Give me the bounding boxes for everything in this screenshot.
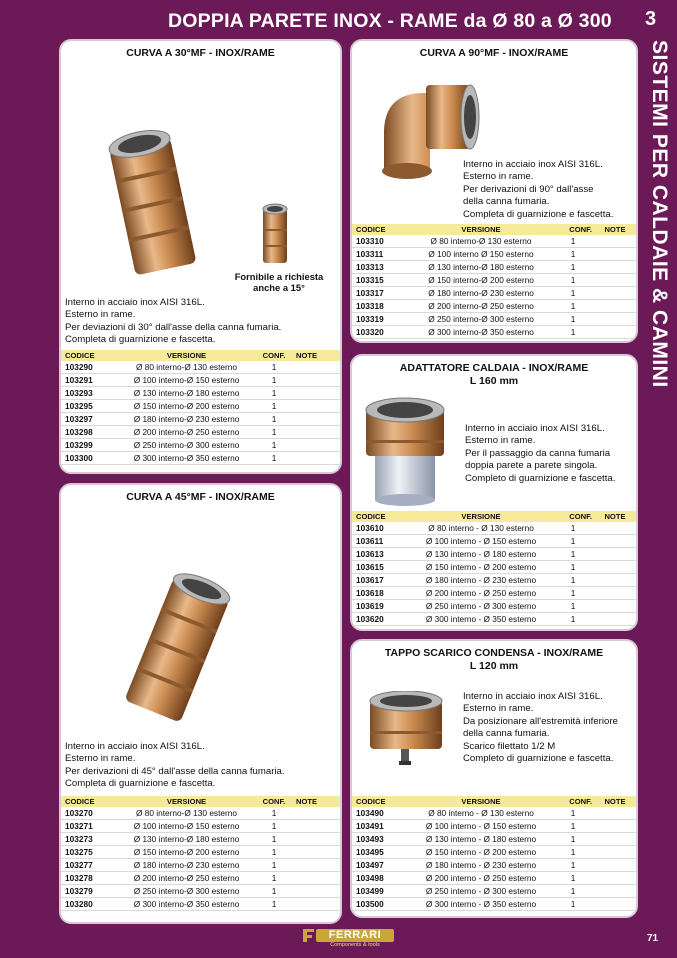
table-row xyxy=(61,897,340,910)
product-conf: 1 xyxy=(254,361,294,374)
product-title xyxy=(352,647,636,673)
product-version: Ø 200 interno-Ø 250 esterno xyxy=(119,425,254,438)
product-note xyxy=(594,522,636,535)
product-version: Ø 80 interno - Ø 130 esterno xyxy=(410,522,552,535)
product-note xyxy=(294,833,340,846)
product-note xyxy=(294,425,340,438)
product-note xyxy=(594,574,636,587)
product-code: 103497 xyxy=(352,859,410,872)
product-title: CURVA A 90°MF - INOX/RAME xyxy=(419,47,569,59)
product-conf: 1 xyxy=(254,400,294,413)
product-card-tappo xyxy=(350,639,638,918)
desc-line: Scarico filettato 1/2 M xyxy=(463,740,556,752)
product-conf: 1 xyxy=(552,897,594,910)
product-conf: 1 xyxy=(552,612,594,625)
product-note xyxy=(294,361,340,374)
product-code: 103273 xyxy=(61,833,119,846)
product-version: Ø 200 interno - Ø 250 esterno xyxy=(410,871,552,884)
product-version: Ø 100 interno - Ø 150 esterno xyxy=(410,535,552,548)
title-line: ADATTATORE CALDAIA - INOX/RAME xyxy=(399,362,589,374)
product-code: 103319 xyxy=(352,312,410,325)
table-row xyxy=(61,820,340,833)
subtitle-line: L 120 mm xyxy=(469,660,519,672)
product-version: Ø 250 interno-Ø 300 esterno xyxy=(119,438,254,451)
product-version: Ø 80 interno - Ø 130 esterno xyxy=(410,807,552,820)
col-note: NOTE xyxy=(594,796,636,807)
table-row xyxy=(352,287,636,300)
product-code: 103299 xyxy=(61,438,119,451)
product-card-curva-45 xyxy=(59,483,342,924)
product-conf: 1 xyxy=(254,884,294,897)
product-version: Ø 300 interno - Ø 350 esterno xyxy=(410,612,552,625)
product-version: Ø 80 interno-Ø 130 esterno xyxy=(119,361,254,374)
desc-line: Completa di guarnizione e fascetta. xyxy=(65,334,216,346)
col-version: VERSIONE xyxy=(119,350,254,361)
product-code: 103278 xyxy=(61,871,119,884)
product-note xyxy=(294,807,340,820)
product-code: 103617 xyxy=(352,574,410,587)
table-row xyxy=(352,274,636,287)
product-conf: 1 xyxy=(552,871,594,884)
desc-line: Interno in acciaio inox AISI 316L. xyxy=(463,159,603,170)
adapter-image xyxy=(360,396,450,506)
col-version: VERSIONE xyxy=(410,796,552,807)
desc-line: Esterno in rame. xyxy=(65,753,136,765)
col-code: CODICE xyxy=(352,224,410,235)
product-note xyxy=(294,859,340,872)
col-conf: CONF. xyxy=(552,224,594,235)
product-code: 103320 xyxy=(352,325,410,338)
product-version: Ø 200 interno - Ø 250 esterno xyxy=(410,586,552,599)
product-code: 103615 xyxy=(352,561,410,574)
table-row xyxy=(352,261,636,274)
product-version: Ø 130 interno-Ø 180 esterno xyxy=(119,833,254,846)
product-code: 103311 xyxy=(352,248,410,261)
product-code: 103619 xyxy=(352,599,410,612)
desc-line: Per deviazioni di 30° dall'asse della canna fumaria. xyxy=(65,321,282,333)
desc-line: Da posizionare all'estremità inferiore xyxy=(463,715,618,727)
product-conf: 1 xyxy=(254,425,294,438)
product-version: Ø 250 interno-Ø 300 esterno xyxy=(410,312,552,325)
table-row xyxy=(352,586,636,599)
product-note xyxy=(594,299,636,312)
product-description xyxy=(465,423,615,485)
table-row xyxy=(352,612,636,625)
product-description xyxy=(463,159,613,221)
product-note xyxy=(294,846,340,859)
product-conf: 1 xyxy=(254,859,294,872)
desc-line: Interno in acciaio inox AISI 316L. xyxy=(65,741,205,752)
product-code: 103313 xyxy=(352,261,410,274)
desc-line: Esterno in rame. xyxy=(463,171,534,183)
product-code: 103613 xyxy=(352,548,410,561)
product-note xyxy=(294,438,340,451)
table-row xyxy=(352,833,636,846)
availability-note xyxy=(219,271,339,293)
product-conf: 1 xyxy=(552,561,594,574)
product-card-curva-30 xyxy=(59,39,342,474)
product-note xyxy=(594,535,636,548)
product-version: Ø 200 interno-Ø 250 esterno xyxy=(410,299,552,312)
product-version: Ø 200 interno-Ø 250 esterno xyxy=(119,871,254,884)
product-conf: 1 xyxy=(254,374,294,387)
table-row xyxy=(352,561,636,574)
col-conf: CONF. xyxy=(552,796,594,807)
product-title xyxy=(352,362,636,388)
elbow-45-image xyxy=(121,545,241,730)
table-row xyxy=(352,312,636,325)
product-note xyxy=(594,820,636,833)
product-note xyxy=(594,312,636,325)
table-row xyxy=(61,400,340,413)
product-version: Ø 80 interno-Ø 130 esterno xyxy=(119,807,254,820)
product-version: Ø 250 interno - Ø 300 esterno xyxy=(410,884,552,897)
product-version: Ø 180 interno - Ø 230 esterno xyxy=(410,859,552,872)
product-code: 103500 xyxy=(352,897,410,910)
product-code: 103618 xyxy=(352,586,410,599)
product-code: 103295 xyxy=(61,400,119,413)
product-card-curva-90 xyxy=(350,39,638,343)
product-code: 103610 xyxy=(352,522,410,535)
brand-mark-icon xyxy=(302,928,315,943)
subtitle-line: L 160 mm xyxy=(469,375,519,387)
col-conf: CONF. xyxy=(552,511,594,522)
table-row xyxy=(61,413,340,426)
product-code: 103620 xyxy=(352,612,410,625)
col-conf: CONF. xyxy=(254,350,294,361)
col-note: NOTE xyxy=(294,350,340,361)
product-note xyxy=(294,374,340,387)
table-row xyxy=(352,299,636,312)
product-note xyxy=(594,884,636,897)
product-code: 103279 xyxy=(61,884,119,897)
ferrari-logo xyxy=(302,927,394,951)
desc-line: Esterno in rame. xyxy=(463,703,534,715)
desc-line: Interno in acciaio inox AISI 316L. xyxy=(465,423,605,434)
product-code: 103293 xyxy=(61,387,119,400)
product-note xyxy=(594,548,636,561)
product-note xyxy=(294,413,340,426)
product-note xyxy=(594,235,636,248)
product-note xyxy=(594,871,636,884)
product-version: Ø 80 interno-Ø 130 esterno xyxy=(410,235,552,248)
product-description xyxy=(463,691,618,765)
product-version: Ø 300 interno-Ø 350 esterno xyxy=(119,451,254,464)
table-row xyxy=(61,884,340,897)
product-version: Ø 150 interno-Ø 200 esterno xyxy=(119,400,254,413)
elbow-30-large-image xyxy=(99,103,201,281)
table-row xyxy=(352,820,636,833)
table-row xyxy=(352,884,636,897)
table-row xyxy=(352,897,636,910)
product-code: 103318 xyxy=(352,299,410,312)
col-note: NOTE xyxy=(594,224,636,235)
desc-line: doppia parete a parete singola. xyxy=(465,460,598,472)
table-row xyxy=(61,451,340,464)
product-conf: 1 xyxy=(552,299,594,312)
brand-tagline: Components & tools xyxy=(330,942,380,948)
product-conf: 1 xyxy=(552,312,594,325)
product-note xyxy=(594,612,636,625)
product-note xyxy=(294,871,340,884)
product-code: 103298 xyxy=(61,425,119,438)
col-version: VERSIONE xyxy=(410,511,552,522)
desc-line: Esterno in rame. xyxy=(465,435,536,447)
product-version: Ø 100 interno - Ø 150 esterno xyxy=(410,820,552,833)
desc-line: Completo di guarnizione e fascetta. xyxy=(463,753,614,765)
table-row xyxy=(352,235,636,248)
product-note xyxy=(594,807,636,820)
product-code: 103491 xyxy=(352,820,410,833)
product-description xyxy=(65,297,281,347)
side-label: SISTEMI PER CALDAIE & CAMINI xyxy=(648,40,671,388)
product-version: Ø 100 interno-Ø 150 esterno xyxy=(119,820,254,833)
product-card-adattatore xyxy=(350,354,638,631)
product-code: 103495 xyxy=(352,846,410,859)
product-conf: 1 xyxy=(254,438,294,451)
col-version: VERSIONE xyxy=(410,224,552,235)
desc-line: Interno in acciaio inox AISI 316L. xyxy=(65,297,205,308)
table-row xyxy=(61,833,340,846)
elbow-15-small-image xyxy=(257,199,293,267)
col-note: NOTE xyxy=(594,511,636,522)
product-version: Ø 130 interno-Ø 180 esterno xyxy=(410,261,552,274)
product-version: Ø 150 interno - Ø 200 esterno xyxy=(410,561,552,574)
product-note xyxy=(594,846,636,859)
product-conf: 1 xyxy=(552,235,594,248)
product-version: Ø 150 interno-Ø 200 esterno xyxy=(119,846,254,859)
product-code: 103490 xyxy=(352,807,410,820)
condensate-cap-image xyxy=(366,691,446,771)
product-code: 103291 xyxy=(61,374,119,387)
product-conf: 1 xyxy=(552,599,594,612)
product-conf: 1 xyxy=(552,325,594,338)
product-code: 103290 xyxy=(61,361,119,374)
table-row xyxy=(61,361,340,374)
table-row xyxy=(61,374,340,387)
product-code: 103315 xyxy=(352,274,410,287)
product-version: Ø 130 interno - Ø 180 esterno xyxy=(410,548,552,561)
product-version: Ø 100 interno-Ø 150 esterno xyxy=(119,374,254,387)
product-version: Ø 180 interno-Ø 230 esterno xyxy=(119,859,254,872)
desc-line: Per il passaggio da canna fumaria xyxy=(465,447,611,459)
col-conf: CONF. xyxy=(254,796,294,807)
product-conf: 1 xyxy=(254,807,294,820)
table-row xyxy=(352,859,636,872)
product-note xyxy=(294,897,340,910)
product-note xyxy=(294,387,340,400)
col-code: CODICE xyxy=(61,350,119,361)
desc-line: Per derivazioni di 90° dall'asse xyxy=(463,183,594,195)
product-note xyxy=(594,897,636,910)
product-version: Ø 130 interno - Ø 180 esterno xyxy=(410,833,552,846)
note-line: anche a 15° xyxy=(253,282,305,293)
product-version: Ø 180 interno-Ø 230 esterno xyxy=(119,413,254,426)
desc-line: Per derivazioni di 45° dall'asse della canna fumaria. xyxy=(65,765,285,777)
product-code: 103498 xyxy=(352,871,410,884)
product-version: Ø 150 interno-Ø 200 esterno xyxy=(410,274,552,287)
note-line: Fornibile a richiesta xyxy=(234,271,324,282)
table-row xyxy=(352,325,636,338)
table-row xyxy=(352,522,636,535)
product-note xyxy=(594,599,636,612)
product-description xyxy=(65,741,285,791)
product-note xyxy=(594,274,636,287)
product-conf: 1 xyxy=(254,897,294,910)
table-row xyxy=(61,425,340,438)
table-row xyxy=(352,871,636,884)
table-row xyxy=(352,807,636,820)
product-conf: 1 xyxy=(254,820,294,833)
product-conf: 1 xyxy=(552,548,594,561)
product-note xyxy=(594,325,636,338)
product-conf: 1 xyxy=(552,586,594,599)
product-table xyxy=(352,511,636,626)
page-number: 71 xyxy=(647,933,659,944)
product-conf: 1 xyxy=(552,574,594,587)
table-row xyxy=(61,846,340,859)
desc-line: Completa di guarnizione e fascetta. xyxy=(463,208,614,220)
desc-line: della canna fumaria. xyxy=(463,728,550,740)
product-conf: 1 xyxy=(552,807,594,820)
product-conf: 1 xyxy=(254,451,294,464)
product-note xyxy=(594,287,636,300)
table-row xyxy=(352,846,636,859)
product-note xyxy=(594,586,636,599)
product-conf: 1 xyxy=(552,859,594,872)
product-note xyxy=(594,833,636,846)
product-conf: 1 xyxy=(552,535,594,548)
desc-line: Completa di guarnizione e fascetta. xyxy=(65,778,216,790)
table-row xyxy=(352,248,636,261)
product-note xyxy=(294,884,340,897)
table-row xyxy=(352,574,636,587)
product-conf: 1 xyxy=(254,846,294,859)
product-conf: 1 xyxy=(552,274,594,287)
product-code: 103499 xyxy=(352,884,410,897)
product-conf: 1 xyxy=(552,833,594,846)
product-version: Ø 250 interno - Ø 300 esterno xyxy=(410,599,552,612)
product-conf: 1 xyxy=(552,261,594,274)
product-conf: 1 xyxy=(254,413,294,426)
side-label-container xyxy=(641,40,671,440)
product-code: 103277 xyxy=(61,859,119,872)
product-code: 103493 xyxy=(352,833,410,846)
product-title: CURVA A 45°MF - INOX/RAME xyxy=(126,491,275,503)
brand-name: FERRARI xyxy=(316,929,394,942)
table-row xyxy=(352,599,636,612)
product-code: 103611 xyxy=(352,535,410,548)
table-row xyxy=(61,438,340,451)
page-title: DOPPIA PARETE INOX - RAME da Ø 80 a Ø 300 xyxy=(168,10,612,32)
desc-line: Completo di guarnizione e fascetta. xyxy=(465,472,616,484)
col-note: NOTE xyxy=(294,796,340,807)
table-row xyxy=(352,535,636,548)
product-version: Ø 250 interno-Ø 300 esterno xyxy=(119,884,254,897)
desc-line: della canna fumaria. xyxy=(463,196,550,208)
product-code: 103270 xyxy=(61,807,119,820)
table-row xyxy=(61,387,340,400)
col-version: VERSIONE xyxy=(119,796,254,807)
col-code: CODICE xyxy=(352,511,410,522)
table-row xyxy=(61,859,340,872)
product-conf: 1 xyxy=(552,522,594,535)
product-version: Ø 100 interno Ø 150 esterno xyxy=(410,248,552,261)
table-row xyxy=(61,871,340,884)
product-version: Ø 130 interno-Ø 180 esterno xyxy=(119,387,254,400)
product-code: 103280 xyxy=(61,897,119,910)
product-title: CURVA A 30°MF - INOX/RAME xyxy=(126,47,275,59)
product-table xyxy=(352,796,636,911)
product-conf: 1 xyxy=(552,248,594,261)
product-conf: 1 xyxy=(552,884,594,897)
product-conf: 1 xyxy=(552,287,594,300)
desc-line: Interno in acciaio inox AISI 316L. xyxy=(463,691,603,702)
product-conf: 1 xyxy=(552,820,594,833)
product-version: Ø 300 interno - Ø 350 esterno xyxy=(410,897,552,910)
section-number: 3 xyxy=(645,8,657,30)
product-note xyxy=(294,400,340,413)
product-version: Ø 300 interno-Ø 350 esterno xyxy=(119,897,254,910)
col-code: CODICE xyxy=(352,796,410,807)
product-version: Ø 180 interno-Ø 230 esterno xyxy=(410,287,552,300)
product-note xyxy=(594,859,636,872)
product-code: 103275 xyxy=(61,846,119,859)
desc-line: Esterno in rame. xyxy=(65,309,136,321)
product-conf: 1 xyxy=(254,387,294,400)
product-table xyxy=(61,350,340,465)
product-code: 103317 xyxy=(352,287,410,300)
col-code: CODICE xyxy=(61,796,119,807)
product-note xyxy=(594,261,636,274)
table-row xyxy=(352,548,636,561)
product-note xyxy=(294,820,340,833)
product-note xyxy=(294,451,340,464)
product-conf: 1 xyxy=(552,846,594,859)
table-row xyxy=(61,807,340,820)
product-code: 103300 xyxy=(61,451,119,464)
product-note xyxy=(594,561,636,574)
product-code: 103271 xyxy=(61,820,119,833)
product-version: Ø 300 interno-Ø 350 esterno xyxy=(410,325,552,338)
product-code: 103297 xyxy=(61,413,119,426)
product-code: 103310 xyxy=(352,235,410,248)
product-note xyxy=(594,248,636,261)
product-version: Ø 180 interno - Ø 230 esterno xyxy=(410,574,552,587)
product-conf: 1 xyxy=(254,871,294,884)
product-version: Ø 150 interno - Ø 200 esterno xyxy=(410,846,552,859)
product-conf: 1 xyxy=(254,833,294,846)
product-table xyxy=(352,224,636,339)
product-table xyxy=(61,796,340,911)
title-line: TAPPO SCARICO CONDENSA - INOX/RAME xyxy=(384,647,604,659)
